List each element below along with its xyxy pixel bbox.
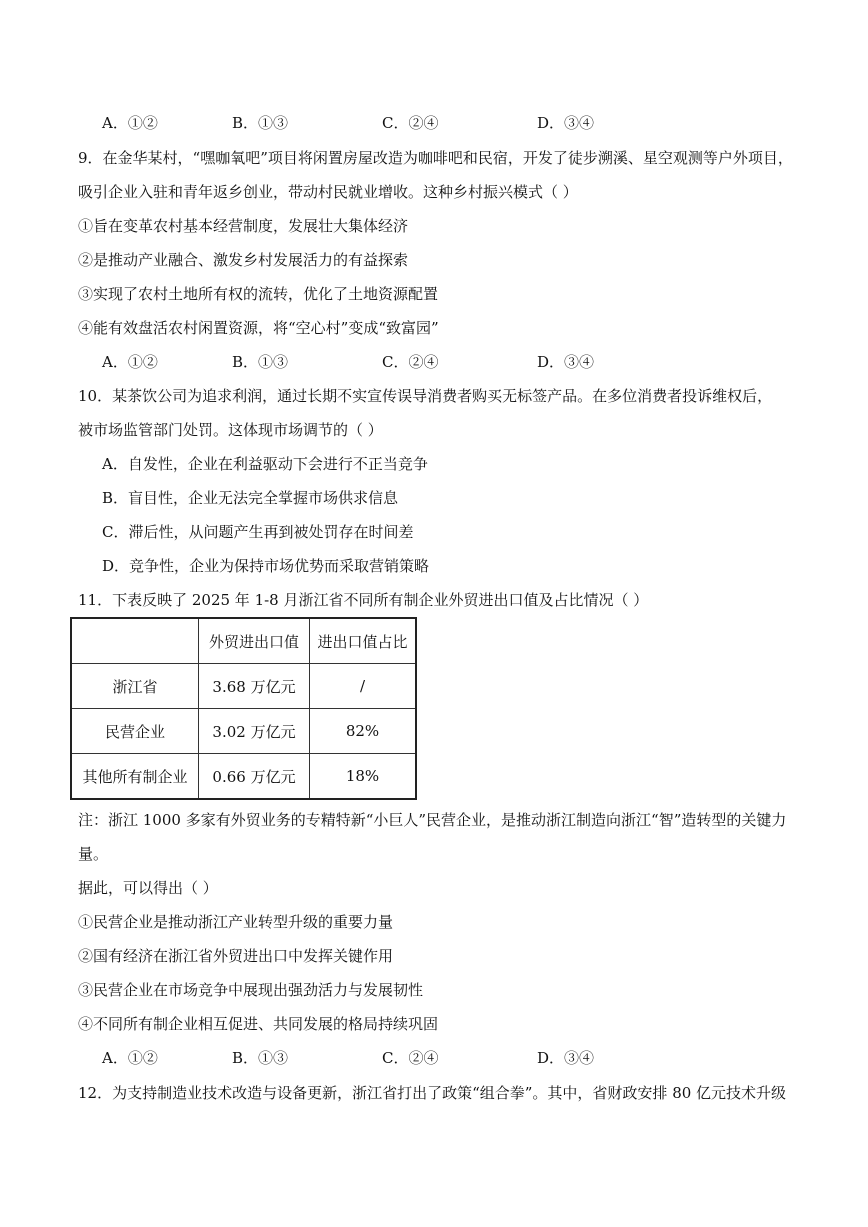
q12-stem-line1: 12．为支持制造业技术改造与设备更新，浙江省打出了政策“组合拳”。其中，省财政安排 80 亿元技术升级: [78, 1084, 787, 1102]
q10-choice-b: B．盲目性，企业无法完全掌握市场供求信息: [102, 489, 399, 507]
trade-table: [70, 617, 417, 800]
table-header-row: [71, 618, 416, 664]
table-cell: 3.02 万亿元: [199, 709, 310, 754]
q9-option-b: B．①③: [232, 353, 289, 371]
q9-option-a: A．①②: [102, 353, 158, 371]
q10-stem-line1: 10．某茶饮公司为追求利润，通过长期不实宣传误导消费者购买无标签产品。在多位消费者投诉维权后，: [78, 387, 773, 405]
q9-statement-3: ③实现了农村土地所有权的流转，优化了土地资源配置: [78, 285, 439, 303]
table-cell: /: [310, 664, 417, 709]
q11-option-d: D．③④: [537, 1049, 595, 1067]
q11-option-a: A．①②: [102, 1049, 158, 1067]
q9-stem-line2: 吸引企业入驻和青年返乡创业，带动村民就业增收。这种乡村振兴模式（ ）: [78, 183, 578, 201]
q8-option-a: A．①②: [102, 114, 158, 132]
q9-statement-1: ①旨在变革农村基本经营制度，发展壮大集体经济: [78, 217, 409, 235]
q11-note-line2: 量。: [78, 845, 109, 863]
table-header-cell: 外贸进出口值: [199, 618, 310, 664]
q11-stem: 11．下表反映了 2025 年 1-8 月浙江省不同所有制企业外贸进出口值及占比情况（ ）: [78, 591, 649, 609]
q9-statement-4: ④能有效盘活农村闲置资源，将“空心村”变成“致富园”: [78, 319, 439, 337]
table-cell: 民营企业: [71, 709, 199, 754]
q9-option-c: C．②④: [382, 353, 439, 371]
q8-options: [102, 113, 622, 133]
q11-option-b: B．①③: [232, 1049, 289, 1067]
q9-options: [102, 352, 622, 372]
q8-option-d: D．③④: [537, 114, 595, 132]
q11-statement-2: ②国有经济在浙江省外贸进出口中发挥关键作用: [78, 947, 394, 965]
q11-lead: 据此，可以得出（ ）: [78, 879, 218, 897]
table-cell: 浙江省: [71, 664, 199, 709]
table-row: [71, 664, 416, 709]
q11-options: [102, 1048, 622, 1068]
table-row: [71, 754, 416, 800]
table-header-cell: 进出口值占比: [310, 618, 417, 664]
q8-option-c: C．②④: [382, 114, 439, 132]
table-cell: 3.68 万亿元: [199, 664, 310, 709]
q11-statement-3: ③民营企业在市场竞争中展现出强劲活力与发展韧性: [78, 981, 424, 999]
q9-statement-2: ②是推动产业融合、激发乡村发展活力的有益探索: [78, 251, 409, 269]
q10-choice-c: C．滞后性，从问题产生再到被处罚存在时间差: [102, 523, 414, 541]
q11-note-line1: 注：浙江 1000 多家有外贸业务的专精特新“小巨人”民营企业，是推动浙江制造向浙江“智”造转型的关键力: [78, 811, 787, 829]
table-header-cell: [71, 618, 199, 664]
q10-choice-a: A．自发性，企业在利益驱动下会进行不正当竞争: [102, 455, 428, 473]
q10-stem-line2: 被市场监管部门处罚。这体现市场调节的（ ）: [78, 421, 383, 439]
table-cell: 其他所有制企业: [71, 754, 199, 800]
table-cell: 0.66 万亿元: [199, 754, 310, 800]
table-row: [71, 709, 416, 754]
q8-option-b: B．①③: [232, 114, 289, 132]
q11-statement-4: ④不同所有制企业相互促进、共同发展的格局持续巩固: [78, 1015, 439, 1033]
q9-option-d: D．③④: [537, 353, 595, 371]
q11-statement-1: ①民营企业是推动浙江产业转型升级的重要力量: [78, 913, 394, 931]
table-cell: 18%: [310, 754, 417, 800]
q9-stem-line1: 9．在金华某村，“嘿咖氧吧”项目将闲置房屋改造为咖啡吧和民宿，开发了徒步溯溪、星空观测等户外项目，: [78, 149, 793, 167]
q11-option-c: C．②④: [382, 1049, 439, 1067]
table-cell: 82%: [310, 709, 417, 754]
q10-choice-d: D．竞争性，企业为保持市场优势而采取营销策略: [102, 557, 430, 575]
